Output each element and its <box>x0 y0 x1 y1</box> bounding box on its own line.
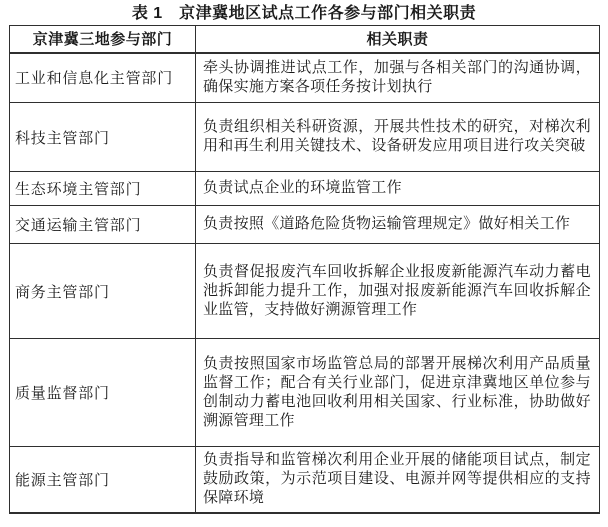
responsibility-cell: 牵头协调推进试点工作，加强与各相关部门的沟通协调，确保实施方案各项任务按计划执行 <box>196 53 600 103</box>
department-cell: 工业和信息化主管部门 <box>10 53 196 103</box>
table-row <box>10 206 600 244</box>
responsibility-cell: 负责督促报废汽车回收拆解企业报废新能源汽车动力蓄电池拆卸能力提升工作，加强对报废新能源汽车回收拆解企业监管，支持做好溯源管理工作 <box>196 244 600 339</box>
header-row <box>10 26 600 53</box>
header-cell-departments: 京津冀三地参与部门 <box>10 26 196 53</box>
table-row <box>10 103 600 172</box>
responsibility-cell: 负责试点企业的环境监管工作 <box>196 172 600 206</box>
responsibilities-table <box>9 25 600 514</box>
table-row <box>10 53 600 103</box>
department-cell: 科技主管部门 <box>10 103 196 172</box>
table-row <box>10 447 600 513</box>
table-caption: 表 1 京津冀地区试点工作各参与部门相关职责 <box>131 5 477 22</box>
department-cell: 交通运输主管部门 <box>10 206 196 244</box>
department-cell: 质量监督部门 <box>10 339 196 447</box>
responsibility-cell: 负责按照国家市场监管总局的部署开展梯次利用产品质量监督工作；配合有关行业部门，促进京津冀地区单位参与创制动力蓄电池回收利用相关国家、行业标准，协助做好溯源管理工作 <box>196 339 600 447</box>
department-cell: 能源主管部门 <box>10 447 196 513</box>
responsibility-cell: 负责指导和监管梯次利用企业开展的储能项目试点，制定鼓励政策，为示范项目建设、电源并网等提供相应的支持保障环境 <box>196 447 600 513</box>
table-row <box>10 339 600 447</box>
header-cell-responsibilities: 相关职责 <box>196 26 600 53</box>
department-cell: 商务主管部门 <box>10 244 196 339</box>
table-row <box>10 172 600 206</box>
responsibility-cell: 负责组织相关科研资源，开展共性技术的研究，对梯次利用和再生利用关键技术、设备研发应用项目进行攻关突破 <box>196 103 600 172</box>
responsibility-cell: 负责按照《道路危险货物运输管理规定》做好相关工作 <box>196 206 600 244</box>
table-row <box>10 244 600 339</box>
department-cell: 生态环境主管部门 <box>10 172 196 206</box>
